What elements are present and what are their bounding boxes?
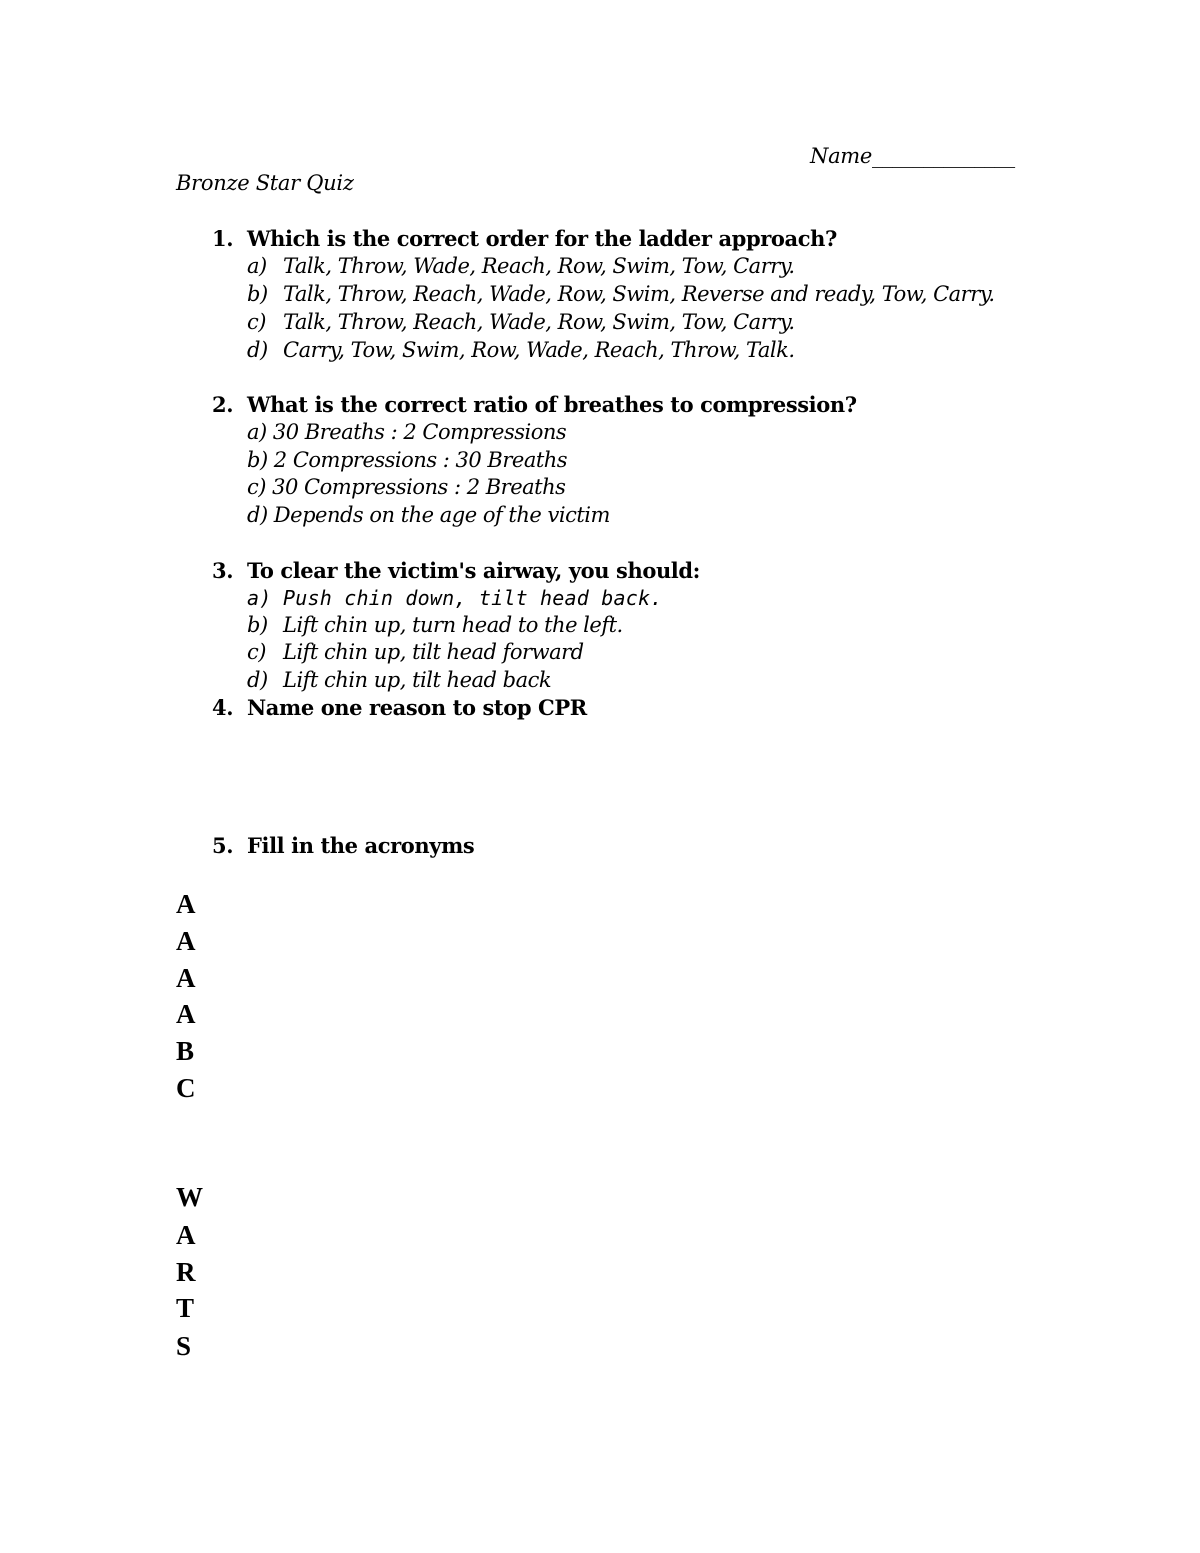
option-tag: b) xyxy=(247,613,268,637)
q1-option-a xyxy=(247,254,795,278)
option-text: Lift chin up, tilt head forward xyxy=(283,640,584,664)
question-5 xyxy=(212,833,474,858)
q1-option-c xyxy=(247,310,795,334)
q3-option-a xyxy=(247,586,662,610)
acronym-letter: A xyxy=(176,1220,196,1250)
name-field-label: Name______________ xyxy=(810,144,1015,168)
question-text: Name one reason to stop CPR xyxy=(247,695,587,720)
option-tag: a) xyxy=(247,254,267,278)
acronym-letter: A xyxy=(176,963,196,993)
question-number: 3. xyxy=(212,558,234,583)
acronym-letter: W xyxy=(176,1182,203,1212)
q1-option-b xyxy=(247,282,995,306)
acronym-letter: A xyxy=(176,889,196,919)
option-tag: d) xyxy=(247,668,268,692)
question-2 xyxy=(212,392,857,417)
acronym-letter: T xyxy=(176,1293,195,1323)
option-text: Push chin down, tilt head back. xyxy=(283,586,663,610)
q3-option-d xyxy=(247,668,551,692)
question-3 xyxy=(212,558,700,583)
question-text: Fill in the acronyms xyxy=(247,833,475,858)
option-tag: c) xyxy=(247,640,266,664)
question-number: 4. xyxy=(212,695,234,720)
acronym-letter: B xyxy=(176,1036,195,1066)
question-4 xyxy=(212,695,587,720)
q2-option-d: d) Depends on the age of the victim xyxy=(247,503,610,527)
question-text: Which is the correct order for the ladder approach? xyxy=(247,226,837,251)
question-number: 1. xyxy=(212,226,234,251)
q2-option-b: b) 2 Compressions : 30 Breaths xyxy=(247,448,568,472)
acronym-letter: R xyxy=(176,1257,196,1287)
acronym-letter: A xyxy=(176,999,196,1029)
acronym-letter: A xyxy=(176,926,196,956)
option-text: Lift chin up, tilt head back xyxy=(283,668,552,692)
q1-option-d xyxy=(247,338,795,362)
acronym-letter: S xyxy=(176,1331,192,1361)
option-text: Lift chin up, turn head to the left. xyxy=(283,613,623,637)
option-tag: a) xyxy=(247,586,272,610)
page-title: Bronze Star Quiz xyxy=(176,171,354,195)
option-text: Talk, Throw, Reach, Wade, Row, Swim, Tow, Carry. xyxy=(283,310,795,334)
q2-option-c: c) 30 Compressions : 2 Breaths xyxy=(247,475,566,499)
option-text: Talk, Throw, Wade, Reach, Row, Swim, Tow, Carry. xyxy=(283,254,795,278)
question-number: 5. xyxy=(212,833,234,858)
option-tag: b) xyxy=(247,282,268,306)
question-text: To clear the victim's airway, you should: xyxy=(247,558,701,583)
option-text: Carry, Tow, Swim, Row, Wade, Reach, Throw, Talk. xyxy=(283,338,795,362)
question-1 xyxy=(212,226,837,251)
q3-option-c xyxy=(247,640,584,664)
q2-option-a: a) 30 Breaths : 2 Compressions xyxy=(247,420,567,444)
question-number: 2. xyxy=(212,392,234,417)
option-tag: d) xyxy=(247,338,268,362)
option-text: Talk, Throw, Reach, Wade, Row, Swim, Reverse and ready, Tow, Carry. xyxy=(283,282,995,306)
question-text: What is the correct ratio of breathes to compression? xyxy=(247,392,857,417)
option-tag: c) xyxy=(247,310,266,334)
q3-option-b xyxy=(247,613,623,637)
acronym-letter: C xyxy=(176,1073,196,1103)
